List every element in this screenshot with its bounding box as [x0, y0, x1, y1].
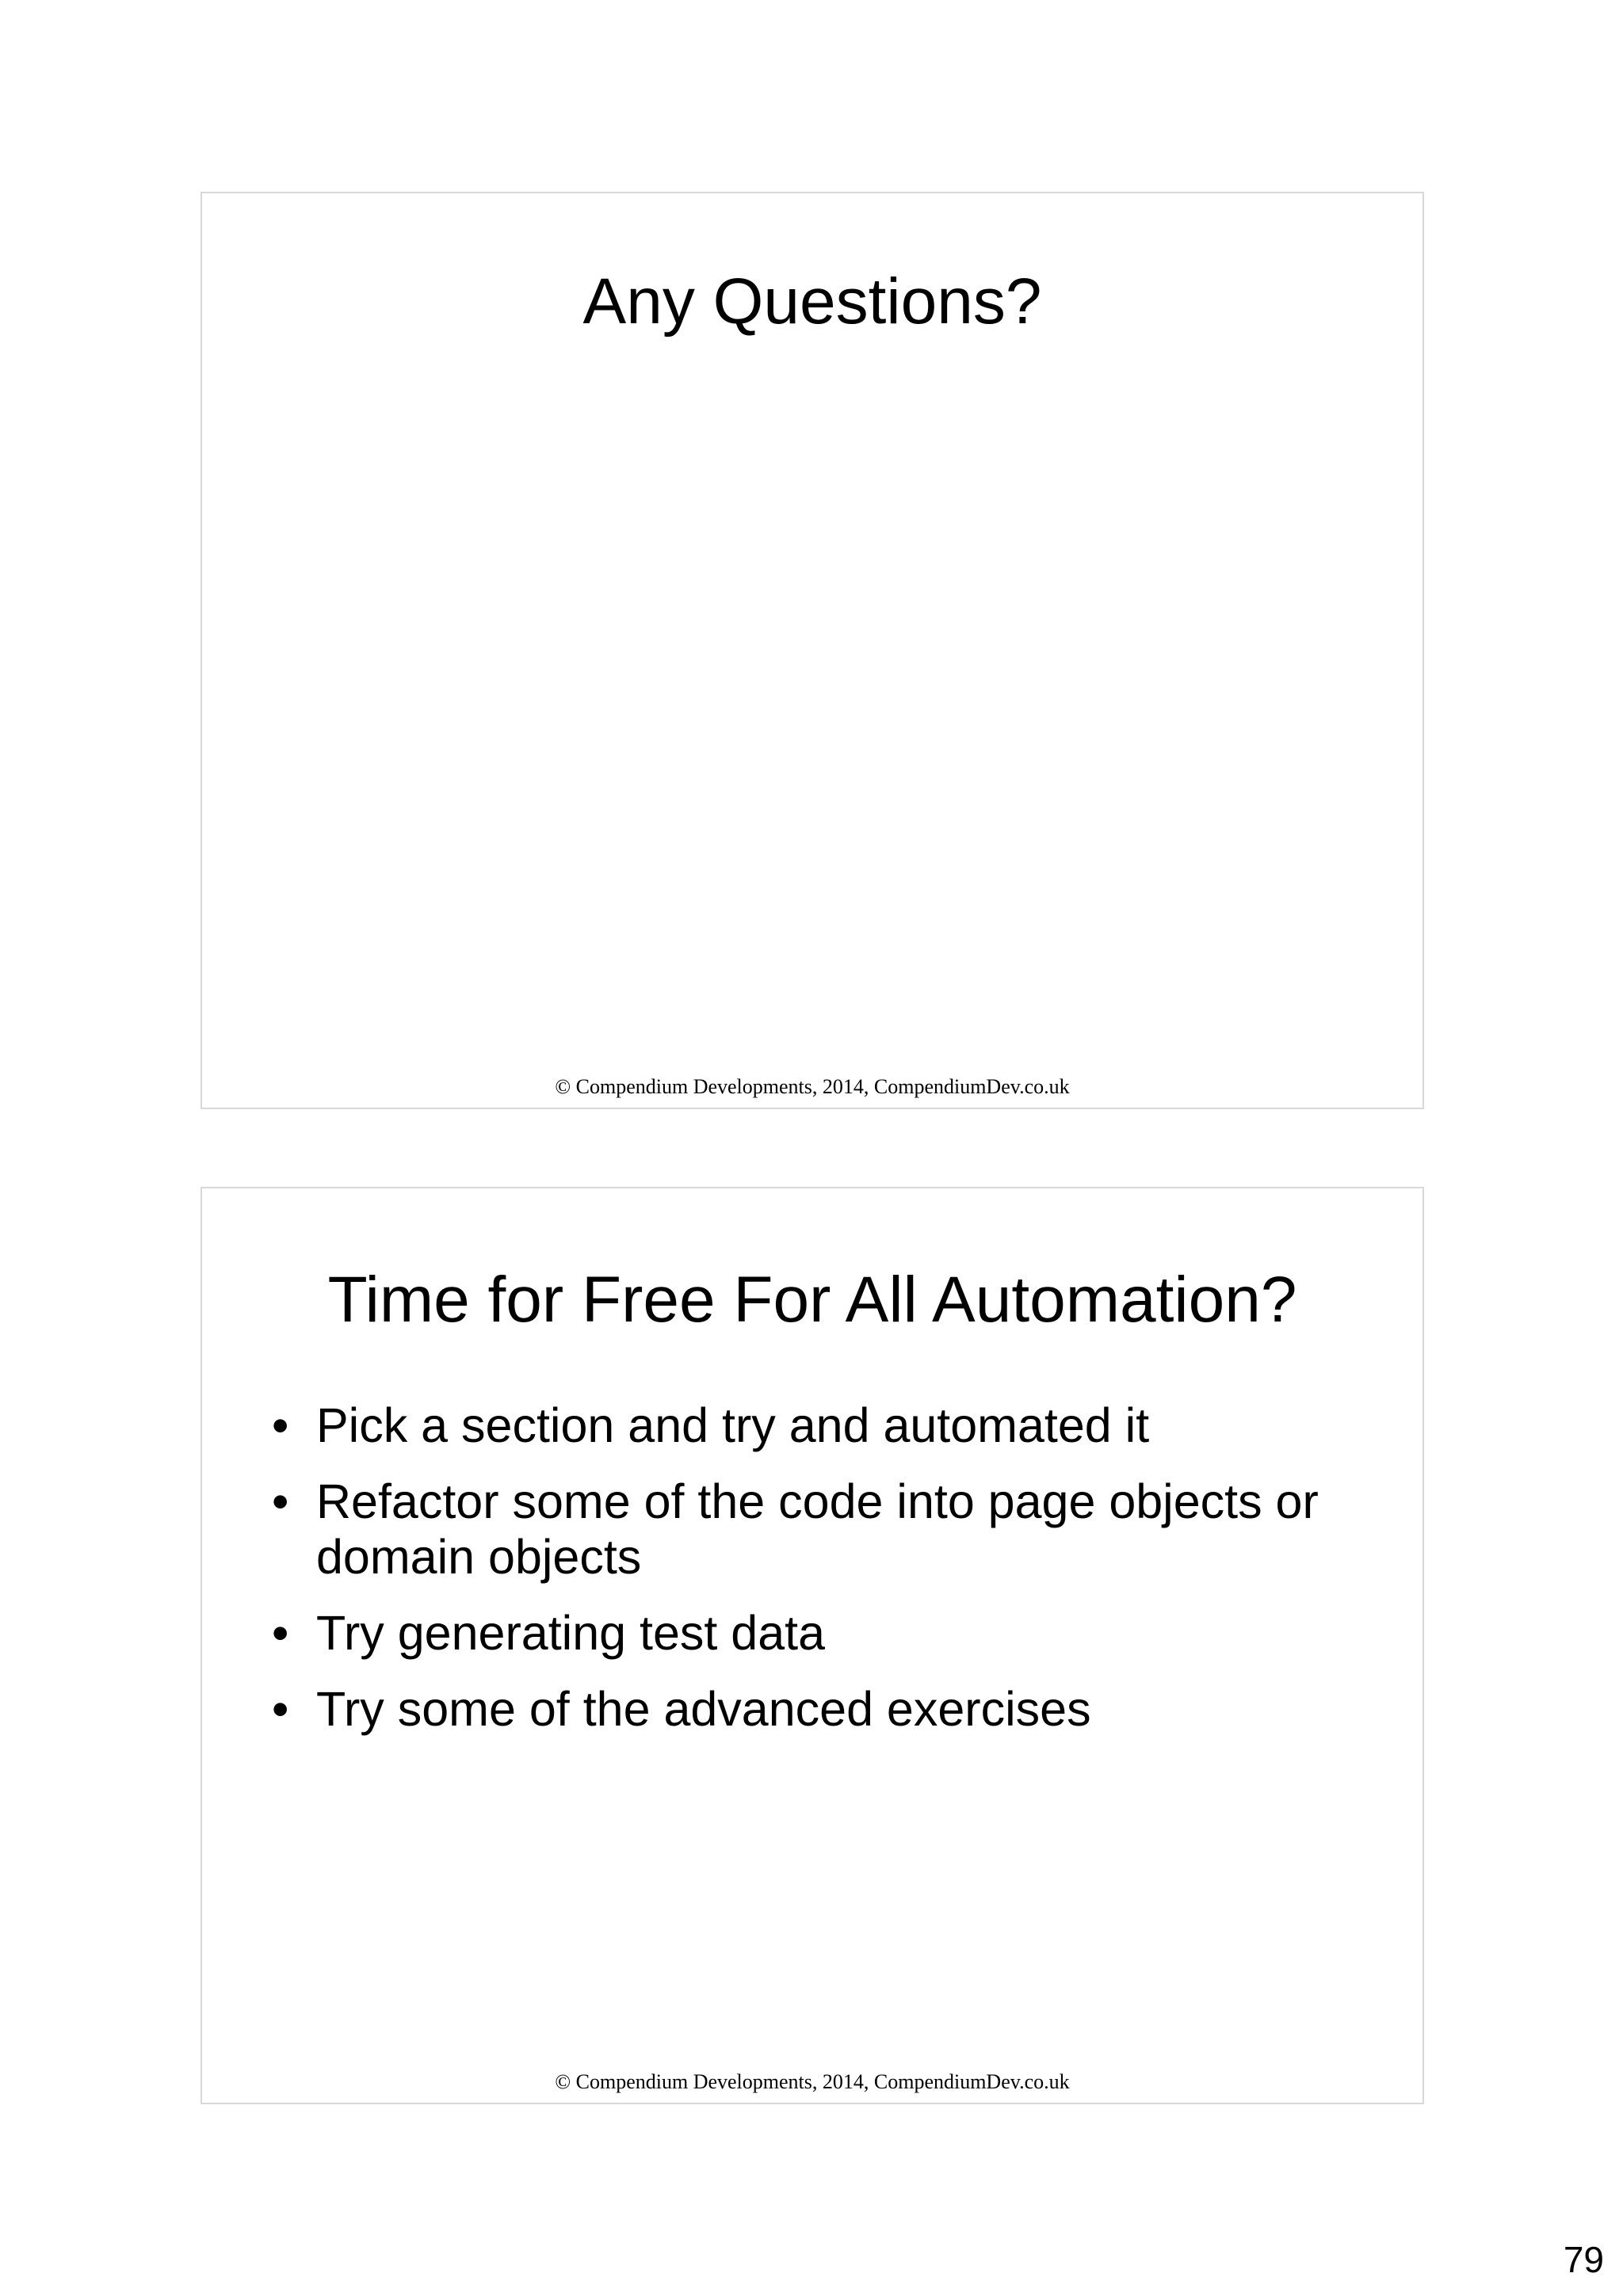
slide-title: Time for Free For All Automation? [327, 1264, 1297, 1336]
bullet-text: Try some of the advanced exercises [316, 1682, 1091, 1736]
slide-footer: © Compendium Developments, 2014, CompendiumDev.co.uk [555, 2070, 1070, 2093]
bullet-item [272, 1681, 1359, 1737]
bullet-glyph: • [272, 1474, 289, 1528]
bullet-glyph: • [272, 1398, 289, 1452]
slide-footer: © Compendium Developments, 2014, CompendiumDev.co.uk [555, 1075, 1070, 1098]
bullet-text: Try generating test data [316, 1606, 825, 1660]
bullet-text: Pick a section and try and automated it [316, 1398, 1150, 1452]
slide-title: Any Questions? [582, 265, 1042, 338]
slide-any-questions [200, 192, 1424, 1109]
page-number: 79 [1563, 2239, 1604, 2280]
bullet-text: Refactor some of the code into page objects or domain objects [316, 1474, 1319, 1584]
bullet-list [272, 1398, 1359, 1757]
bullet-item [272, 1605, 1359, 1661]
bullet-glyph: • [272, 1682, 289, 1736]
slide-free-for-all-automation [200, 1187, 1424, 2104]
bullet-glyph: • [272, 1606, 289, 1660]
bullet-item [272, 1474, 1359, 1585]
bullet-item [272, 1398, 1359, 1453]
